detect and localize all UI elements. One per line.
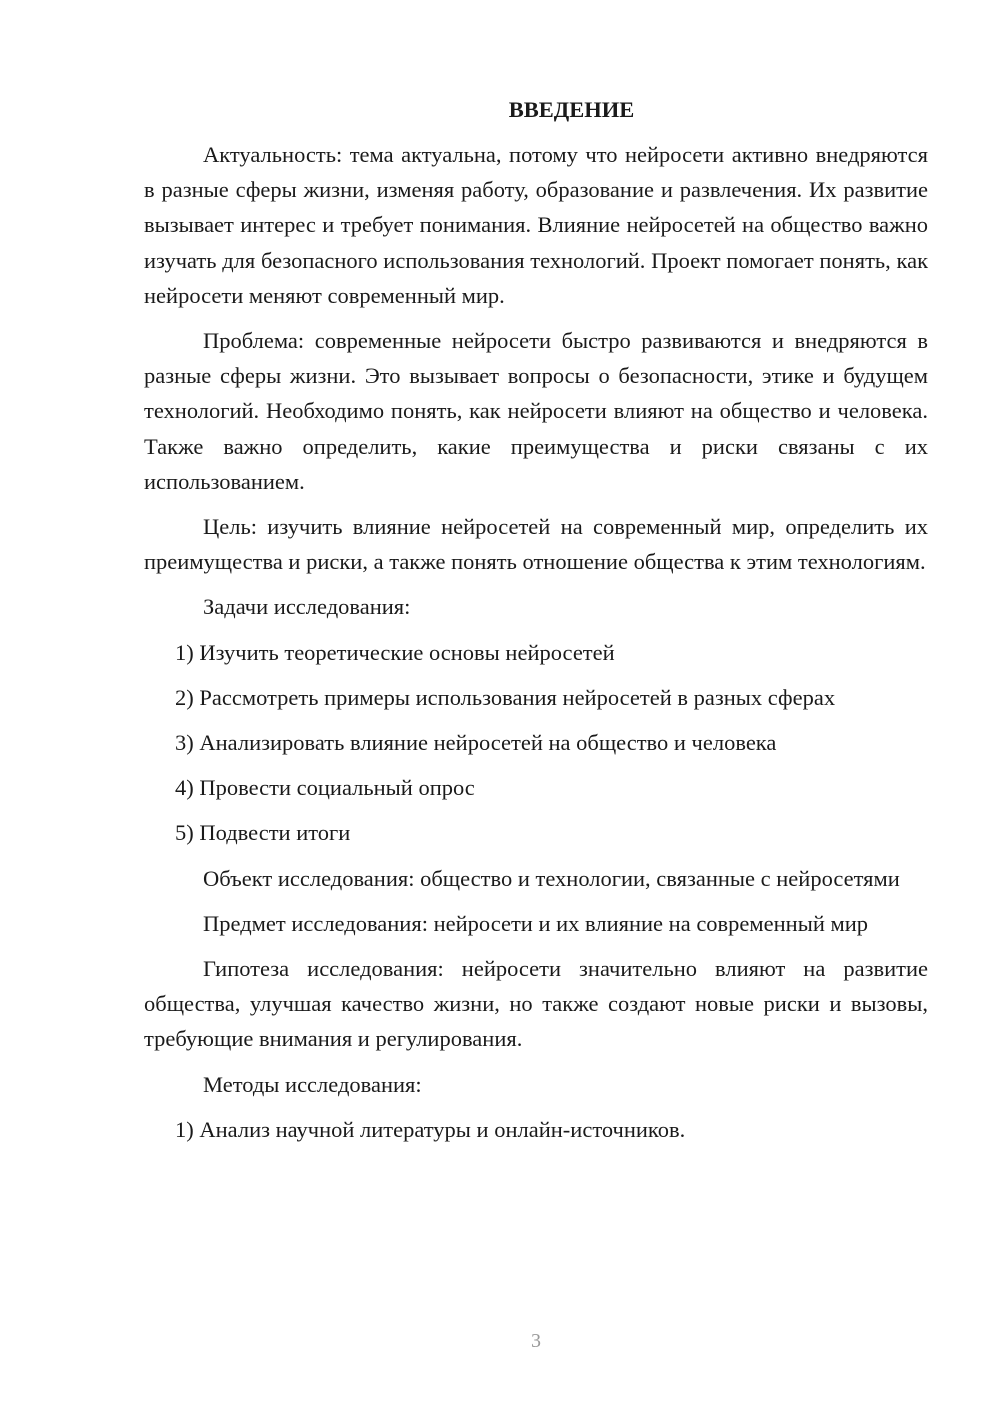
- methods-list: [144, 1112, 928, 1147]
- problem-paragraph: Проблема: современные нейросети быстро развиваются и внедряются в разные сферы жизни. Это вызывает вопросы о безопасности, этике и будущем технологий. Необходимо понять, как нейросети влияют на общество и человека. Также важно определить, какие преимущества и риски связаны с их использованием.: [144, 328, 928, 494]
- goal-paragraph: Цель: изучить влияние нейросетей на современный мир, определить их преимущества и риски, а также понять отношение общества к этим технологиям.: [144, 514, 928, 575]
- list-item: 2) Рассмотреть примеры использования нейросетей в разных сферах: [175, 684, 836, 710]
- subject-paragraph: Предмет исследования: нейросети и их влияние на современный мир: [203, 910, 869, 936]
- list-item: 3) Анализировать влияние нейросетей на общество и человека: [175, 730, 777, 756]
- tasks-list: [144, 635, 928, 851]
- section-heading: ВВЕДЕНИЕ: [508, 97, 635, 122]
- methods-label: Методы исследования:: [203, 1071, 422, 1097]
- hypothesis-paragraph: Гипотеза исследования: нейросети значительно влияют на развитие общества, улучшая качество жизни, но также создают новые риски и вызовы, требующие внимания и регулирования.: [144, 956, 928, 1052]
- page-number: 3: [531, 1330, 541, 1352]
- list-item: 1) Анализ научной литературы и онлайн-источников.: [175, 1116, 686, 1142]
- list-item: 4) Провести социальный опрос: [175, 775, 475, 801]
- tasks-label: Задачи исследования:: [203, 594, 411, 620]
- document-page: [144, 92, 928, 1157]
- list-item: 1) Изучить теоретические основы нейросетей: [175, 639, 615, 665]
- object-paragraph: Объект исследования: общество и технологии, связанные с нейросетями: [203, 865, 900, 891]
- relevance-paragraph: Актуальность: тема актуальна, потому что нейросети активно внедряются в разные сферы жизни, изменяя работу, образование и развлечения. Их развитие вызывает интерес и требует понимания. Влияние нейросетей на общество важно изучать для безопасного использования технологий. Проект помогает понять, как нейросети меняют современный мир.: [144, 142, 928, 308]
- list-item: 5) Подвести итоги: [175, 820, 351, 846]
